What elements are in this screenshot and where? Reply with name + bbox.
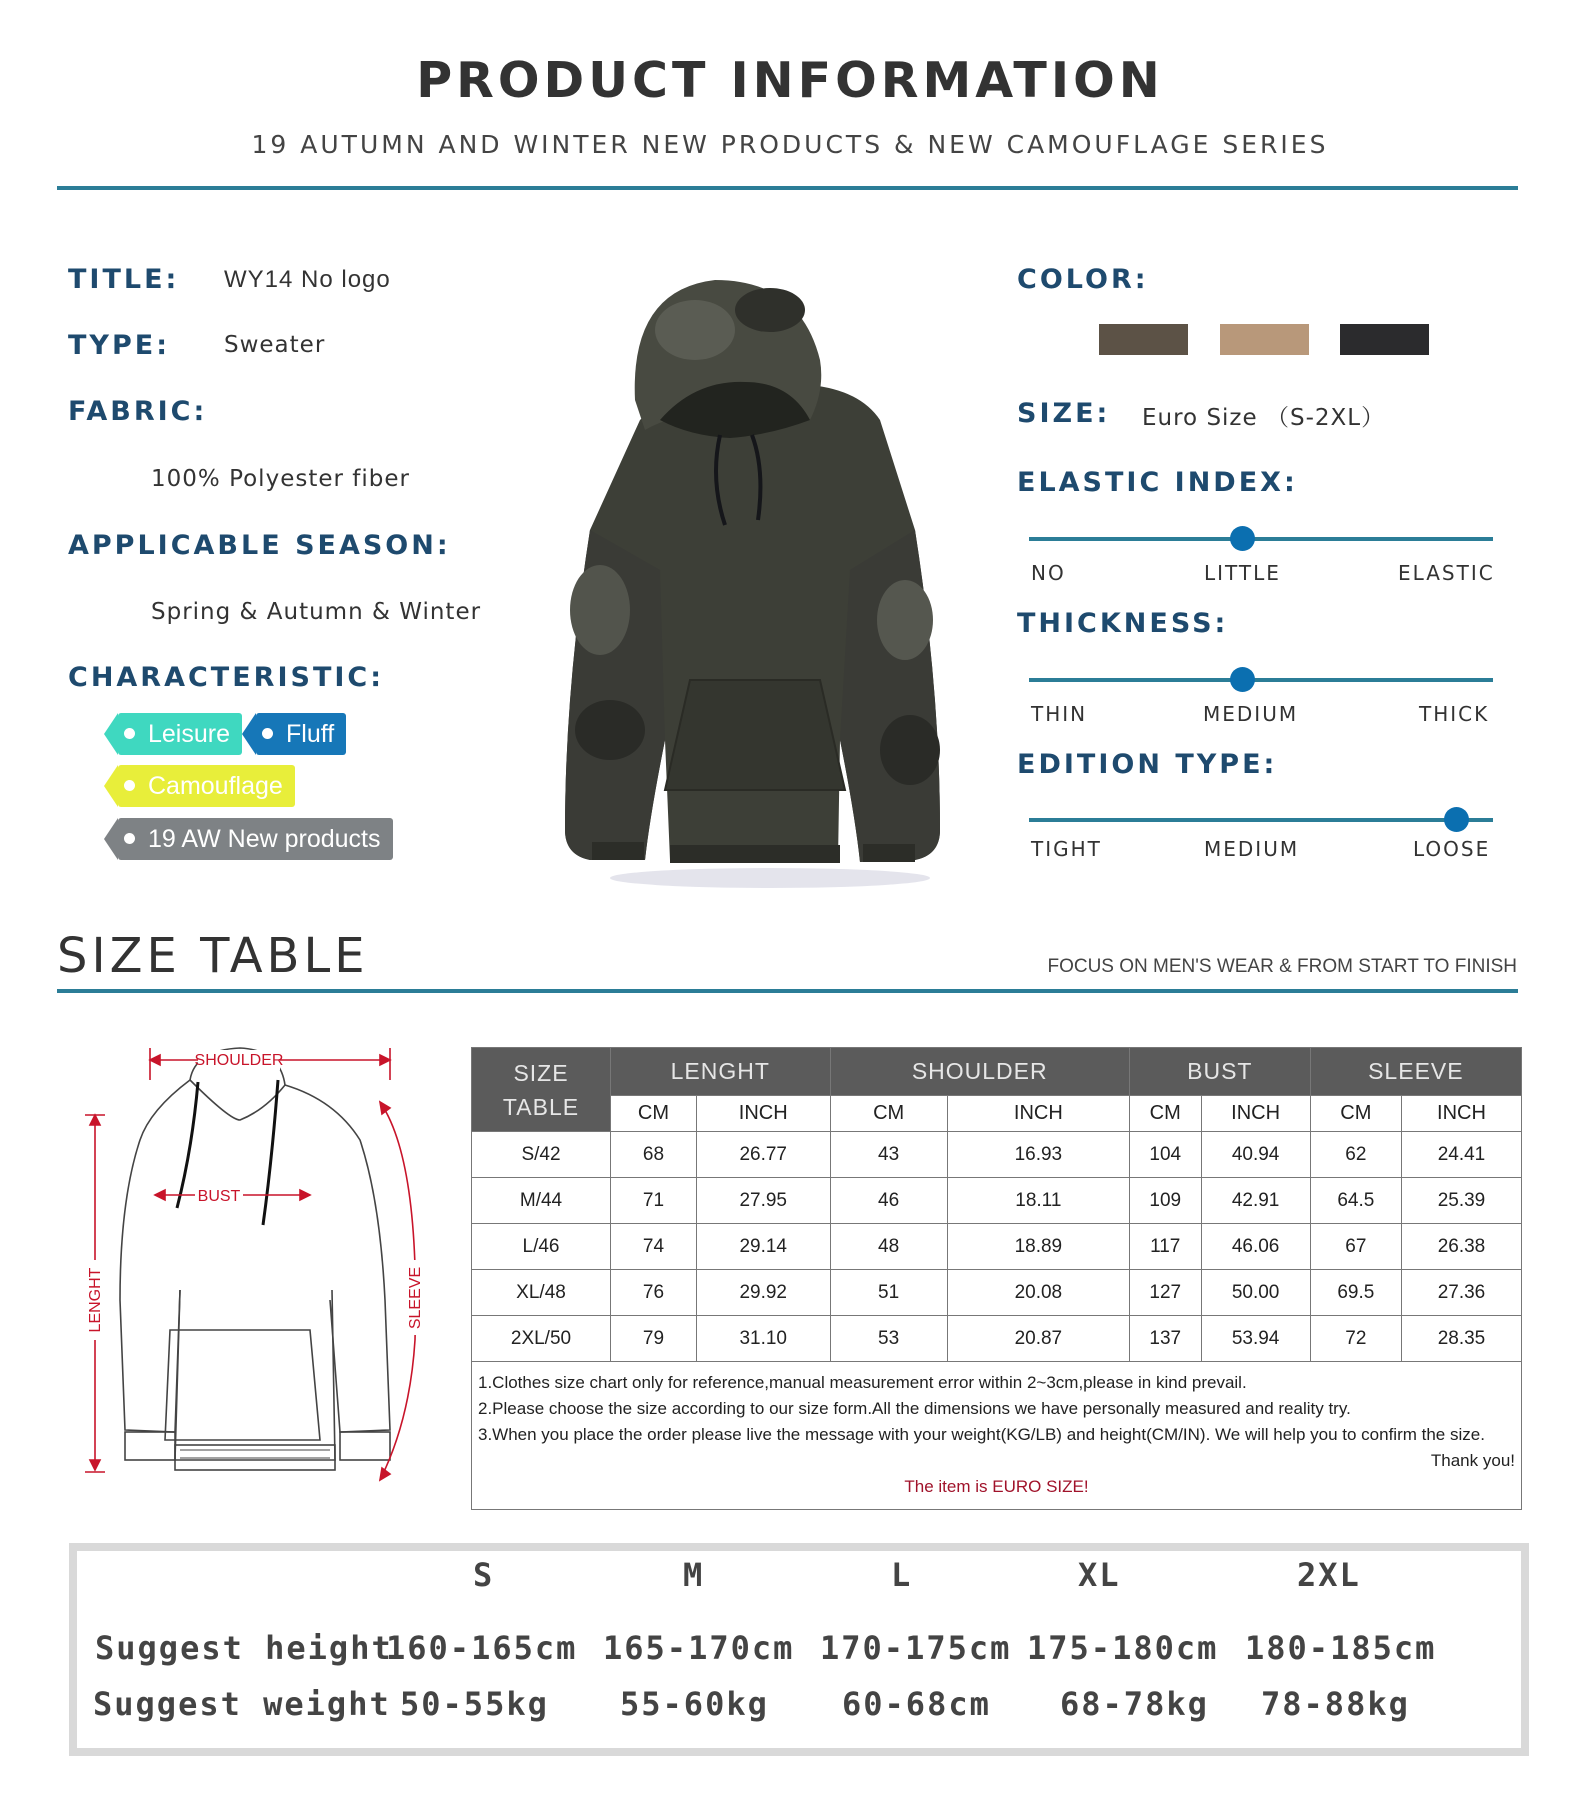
slider-knob [1230, 526, 1255, 551]
unit-header: CM [611, 1096, 697, 1132]
slider-track [1029, 537, 1493, 541]
unit-header: INCH [1201, 1096, 1310, 1132]
table-cell: 40.94 [1201, 1132, 1310, 1178]
table-row [472, 1132, 1522, 1178]
table-cell: 26.77 [696, 1132, 830, 1178]
unit-header: INCH [696, 1096, 830, 1132]
table-cell: 2XL/50 [472, 1316, 611, 1362]
suggest-size-m: M [683, 1556, 705, 1594]
tag-dot [124, 780, 135, 791]
size-table [471, 1047, 1522, 1510]
note-line: 2.Please choose the size according to our size form.All the dimensions we have personally measured and reality try. [478, 1399, 1351, 1418]
group-shoulder: SHOULDER [830, 1048, 1129, 1096]
table-cell: 50.00 [1201, 1270, 1310, 1316]
size-notes [472, 1362, 1522, 1510]
table-cell: 68 [611, 1132, 697, 1178]
tag-new-products [118, 818, 393, 860]
edition-label-loose: LOOSE [1413, 837, 1491, 861]
table-cell: 16.93 [947, 1132, 1129, 1178]
table-cell: 28.35 [1401, 1316, 1521, 1362]
size-label: SIZE: [1017, 398, 1111, 429]
corner-line1: SIZE [513, 1059, 569, 1086]
page-title: PRODUCT INFORMATION [416, 52, 1164, 109]
table-cell: 46 [830, 1178, 947, 1224]
table-cell: XL/48 [472, 1270, 611, 1316]
size-value: Euro Size （S-2XL） [1142, 405, 1386, 431]
season-label: APPLICABLE SEASON: [68, 530, 451, 561]
suggest-size-l: L [891, 1556, 913, 1594]
table-cell: 71 [611, 1178, 697, 1224]
edition-type-label: EDITION TYPE: [1017, 749, 1278, 780]
characteristic-label: CHARACTERISTIC: [68, 662, 385, 693]
suggest-size-s: S [473, 1556, 495, 1594]
note-line: 3.When you place the order please live the message with your weight(KG/LB) and height(CM/IN). We will help you to confirm the size. [478, 1425, 1485, 1444]
suggest-weight-label: Suggest weight [93, 1685, 391, 1723]
color-swatch-brown[interactable] [1099, 324, 1188, 355]
suggest-size-2xl: 2XL [1297, 1556, 1361, 1594]
tag-label: Leisure [148, 720, 230, 748]
tag-label: Fluff [286, 720, 335, 748]
table-cell: 137 [1129, 1316, 1201, 1362]
table-cell: 72 [1310, 1316, 1401, 1362]
size-divider [57, 989, 1518, 993]
edition-label-tight: TIGHT [1031, 837, 1102, 861]
table-cell: 46.06 [1201, 1224, 1310, 1270]
color-swatch-black[interactable] [1340, 324, 1429, 355]
suggest-weight-value: 55-60kg [620, 1685, 769, 1723]
table-cell: 53 [830, 1316, 947, 1362]
slider-track [1029, 678, 1493, 682]
size-table-title: SIZE TABLE [57, 928, 369, 984]
slider-track [1029, 818, 1493, 822]
sleeve-text: SLEEVE [407, 1266, 424, 1330]
suggest-height-value: 180-185cm [1245, 1629, 1437, 1667]
unit-header: CM [830, 1096, 947, 1132]
suggest-height-value: 170-175cm [820, 1629, 1012, 1667]
table-cell: 43 [830, 1132, 947, 1178]
type-label: TYPE: [68, 330, 170, 361]
table-row [472, 1270, 1522, 1316]
tag-camouflage [118, 765, 295, 807]
size-table-tagline: FOCUS ON MEN'S WEAR & FROM START TO FINISH [1047, 956, 1517, 977]
table-cell: 26.38 [1401, 1224, 1521, 1270]
fabric-value: 100% Polyester fiber [151, 466, 410, 492]
euro-size-note: The item is EURO SIZE! [904, 1477, 1089, 1496]
suggest-height-label: Suggest height [95, 1629, 393, 1667]
suggest-weight-value: 68-78kg [1060, 1685, 1209, 1723]
thickness-label-thin: THIN [1031, 702, 1088, 726]
season-value: Spring & Autumn & Winter [151, 599, 482, 625]
table-cell: 64.5 [1310, 1178, 1401, 1224]
group-bust: BUST [1129, 1048, 1310, 1096]
type-value: Sweater [224, 332, 326, 358]
elastic-label-elastic: ELASTIC [1398, 561, 1495, 585]
size-table-corner [472, 1048, 611, 1132]
elastic-label-little: LITTLE [1204, 561, 1281, 585]
bust-text: BUST [197, 1188, 241, 1205]
hoodie-product-image [520, 270, 970, 890]
table-cell: S/42 [472, 1132, 611, 1178]
table-cell: 48 [830, 1224, 947, 1270]
suggest-weight-value: 78-88kg [1261, 1685, 1410, 1723]
page-subtitle: 19 AUTUMN AND WINTER NEW PRODUCTS & NEW CAMOUFLAGE SERIES [251, 130, 1329, 159]
thickness-label-medium: MEDIUM [1203, 702, 1299, 726]
color-label: COLOR: [1017, 264, 1149, 295]
slider-knob [1230, 667, 1255, 692]
title-value: WY14 No logo [224, 266, 391, 293]
unit-header: INCH [1401, 1096, 1521, 1132]
suggest-weight-value: 60-68cm [842, 1685, 991, 1723]
table-cell: 27.95 [696, 1178, 830, 1224]
table-cell: 79 [611, 1316, 697, 1362]
table-cell: L/46 [472, 1224, 611, 1270]
tag-leisure [118, 713, 242, 755]
tag-dot [124, 833, 135, 844]
thickness-label-thick: THICK [1419, 702, 1490, 726]
thank-you-text: Thank you! [1430, 1451, 1515, 1470]
thickness-label: THICKNESS: [1017, 608, 1229, 639]
table-row [472, 1224, 1522, 1270]
unit-header: CM [1129, 1096, 1201, 1132]
measurement-diagram [80, 1040, 470, 1500]
table-cell: 104 [1129, 1132, 1201, 1178]
table-cell: 20.87 [947, 1316, 1129, 1362]
tag-label: 19 AW New products [148, 825, 381, 853]
table-cell: 25.39 [1401, 1178, 1521, 1224]
table-cell: 24.41 [1401, 1132, 1521, 1178]
unit-header: CM [1310, 1096, 1401, 1132]
table-cell: 53.94 [1201, 1316, 1310, 1362]
suggest-size-xl: XL [1078, 1556, 1121, 1594]
slider-knob [1444, 807, 1469, 832]
fabric-label: FABRIC: [68, 396, 208, 427]
suggest-height-value: 165-170cm [603, 1629, 795, 1667]
tag-label: Camouflage [148, 772, 283, 800]
table-row [472, 1316, 1522, 1362]
tag-fluff [256, 713, 346, 755]
note-line: 1.Clothes size chart only for reference,manual measurement error within 2~3cm,please in kind prevail. [478, 1373, 1247, 1392]
table-cell: 127 [1129, 1270, 1201, 1316]
table-row [472, 1178, 1522, 1224]
shoulder-text: SHOULDER [194, 1052, 284, 1069]
color-swatch-khaki[interactable] [1220, 324, 1309, 355]
length-text: LENGHT [87, 1267, 104, 1333]
table-cell: 42.91 [1201, 1178, 1310, 1224]
table-cell: 29.92 [696, 1270, 830, 1316]
table-cell: 67 [1310, 1224, 1401, 1270]
suggest-height-value: 175-180cm [1027, 1629, 1219, 1667]
unit-header: INCH [947, 1096, 1129, 1132]
header-divider [57, 186, 1518, 190]
table-cell: 29.14 [696, 1224, 830, 1270]
table-cell: 51 [830, 1270, 947, 1316]
tag-dot [124, 728, 135, 739]
title-label: TITLE: [68, 264, 180, 295]
table-cell: M/44 [472, 1178, 611, 1224]
elastic-label-no: NO [1031, 561, 1066, 585]
table-cell: 117 [1129, 1224, 1201, 1270]
corner-line2: TABLE [502, 1093, 580, 1120]
elastic-index-label: ELASTIC INDEX: [1017, 467, 1298, 498]
table-cell: 74 [611, 1224, 697, 1270]
edition-label-medium: MEDIUM [1204, 837, 1300, 861]
table-cell: 27.36 [1401, 1270, 1521, 1316]
table-cell: 62 [1310, 1132, 1401, 1178]
suggest-weight-value: 50-55kg [400, 1685, 549, 1723]
table-cell: 76 [611, 1270, 697, 1316]
table-cell: 109 [1129, 1178, 1201, 1224]
group-length: LENGHT [611, 1048, 831, 1096]
table-cell: 18.89 [947, 1224, 1129, 1270]
suggest-height-value: 160-165cm [386, 1629, 578, 1667]
tag-dot [262, 728, 273, 739]
table-cell: 18.11 [947, 1178, 1129, 1224]
table-cell: 31.10 [696, 1316, 830, 1362]
table-cell: 20.08 [947, 1270, 1129, 1316]
group-sleeve: SLEEVE [1310, 1048, 1521, 1096]
table-cell: 69.5 [1310, 1270, 1401, 1316]
